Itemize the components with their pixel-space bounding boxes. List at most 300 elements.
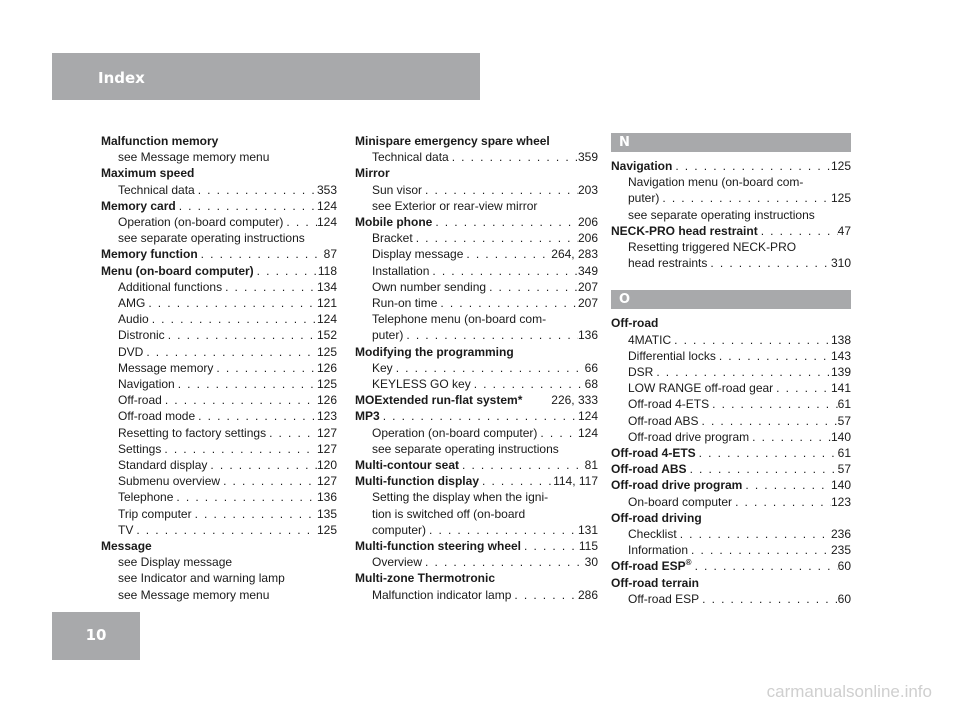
index-column-3 xyxy=(611,133,851,607)
entry-page: 286 xyxy=(577,587,598,602)
dot-leader xyxy=(198,246,324,262)
index-subentry xyxy=(611,332,851,348)
dot-leader xyxy=(393,360,585,376)
index-subentry xyxy=(101,522,337,538)
dot-leader xyxy=(653,364,831,380)
entry-term-text: Off-road ABS xyxy=(611,462,687,477)
entry-term xyxy=(118,392,162,408)
entry-term xyxy=(611,158,672,174)
entry-term xyxy=(118,214,283,230)
entry-term-text: Information xyxy=(628,543,689,558)
index-subentry xyxy=(611,526,851,542)
index-entry xyxy=(611,477,851,493)
entry-term-text: Overview xyxy=(372,555,423,570)
dot-leader xyxy=(696,445,838,461)
entry-term-text: Multi-contour seat xyxy=(355,458,459,473)
entry-term xyxy=(372,295,437,311)
entry-page: 60 xyxy=(837,559,851,574)
entry-term xyxy=(628,190,659,206)
dot-leader xyxy=(213,360,317,376)
index-entry: Modifying the programming xyxy=(355,344,514,359)
entry-term-text: Off-road ABS xyxy=(628,413,699,428)
entry-term xyxy=(355,473,479,489)
index-entry: Mirror xyxy=(355,166,390,181)
entry-page: 207 xyxy=(577,296,598,311)
index-entry xyxy=(101,198,337,214)
entry-term-text: NECK-PRO head restraint xyxy=(611,223,758,238)
dot-leader xyxy=(511,587,578,603)
entry-page: 30 xyxy=(584,555,598,570)
dot-leader xyxy=(537,425,578,441)
entry-term xyxy=(355,457,459,473)
dot-leader xyxy=(222,279,317,295)
index-subentry xyxy=(355,182,598,198)
watermark: carmanualsonline.info xyxy=(766,682,932,701)
entry-page: 124 xyxy=(316,198,337,213)
index-subentry xyxy=(355,587,598,603)
index-subentry: Resetting triggered NECK-PRO xyxy=(628,240,797,255)
dot-leader xyxy=(437,295,578,311)
entry-term-text: puter) xyxy=(372,328,404,343)
index-subentry: see separate operating instructions xyxy=(372,441,559,456)
entry-page: 125 xyxy=(830,191,851,206)
dot-leader xyxy=(479,473,553,489)
entry-page: 127 xyxy=(316,425,337,440)
index-subentry xyxy=(355,263,598,279)
entry-term-text: DSR xyxy=(628,365,654,380)
index-subentry xyxy=(101,392,337,408)
entry-term xyxy=(628,332,671,348)
dot-leader xyxy=(143,344,317,360)
dot-leader xyxy=(449,149,578,165)
entry-page: 81 xyxy=(584,458,598,473)
index-subentry xyxy=(611,190,851,206)
index-subentry xyxy=(355,360,598,376)
index-subentry xyxy=(355,230,598,246)
entry-page: 126 xyxy=(316,393,337,408)
dot-leader xyxy=(413,230,578,246)
entry-term xyxy=(372,246,463,262)
entry-term xyxy=(118,457,207,473)
index-subentry xyxy=(355,149,598,165)
entry-term xyxy=(118,344,143,360)
entry-term-text: Technical data xyxy=(118,182,195,197)
dot-leader xyxy=(432,214,578,230)
entry-page: 124 xyxy=(577,409,598,424)
entry-term-text: Telephone xyxy=(118,490,174,505)
page-number: 10 xyxy=(85,626,107,644)
entry-page: 264, 283 xyxy=(551,247,598,262)
dot-leader xyxy=(732,494,831,510)
index-entry xyxy=(611,461,851,477)
entry-term-text: head restraints xyxy=(628,256,708,271)
entry-page: 139 xyxy=(830,365,851,380)
dot-leader xyxy=(173,489,317,505)
dot-leader xyxy=(176,198,317,214)
index-subentry xyxy=(611,413,851,429)
index-subentry xyxy=(101,295,337,311)
index-entry xyxy=(101,263,337,279)
entry-term-text: Off-road 4-ETS xyxy=(611,446,696,461)
entry-term xyxy=(611,461,687,477)
entry-term xyxy=(372,230,413,246)
index-subentry: see Exterior or rear-view mirror xyxy=(372,198,538,213)
entry-page: 140 xyxy=(830,429,851,444)
dot-leader xyxy=(699,591,837,607)
entry-page: 57 xyxy=(837,462,851,477)
entry-term xyxy=(118,182,195,198)
entry-term-text: Installation xyxy=(372,263,430,278)
dot-leader xyxy=(688,542,831,558)
entry-page: 118 xyxy=(317,263,337,278)
registered-mark: ® xyxy=(685,558,692,568)
index-entry xyxy=(611,445,851,461)
index-column-2 xyxy=(355,133,598,603)
entry-term-text: Operation (on-board computer) xyxy=(118,215,284,230)
dot-leader xyxy=(422,182,578,198)
index-subentry: see separate operating instructions xyxy=(118,231,305,246)
entry-page: 135 xyxy=(316,506,337,521)
dot-leader xyxy=(165,327,317,343)
index-entry xyxy=(355,408,598,424)
entry-page: 125 xyxy=(830,159,851,173)
entry-term-text: computer) xyxy=(372,522,427,537)
dot-leader xyxy=(692,558,838,574)
entry-page: 235 xyxy=(830,543,851,558)
entry-page: 60 xyxy=(837,591,851,606)
entry-term-text: Off-road mode xyxy=(118,409,196,424)
entry-term xyxy=(101,263,254,279)
entry-term xyxy=(628,526,677,542)
page-title: Index xyxy=(98,69,145,87)
entry-term-text: Memory function xyxy=(101,247,198,262)
entry-term xyxy=(355,214,432,230)
entry-term-text: Off-road xyxy=(118,393,162,408)
index-entry xyxy=(355,538,598,554)
index-subentry xyxy=(101,425,337,441)
index-subentry xyxy=(611,255,851,271)
dot-leader xyxy=(773,380,831,396)
index-subentry xyxy=(355,327,598,343)
index-subentry: see Message memory menu xyxy=(118,150,270,165)
entry-term-text: Multi-function steering wheel xyxy=(355,539,522,554)
index-entry xyxy=(355,457,598,473)
dot-leader xyxy=(195,182,317,198)
index-subentry: Telephone menu (on-board com- xyxy=(372,312,547,327)
entry-term xyxy=(611,445,696,461)
entry-term-text: LOW RANGE off-road gear xyxy=(628,381,774,396)
dot-leader xyxy=(403,327,578,343)
entry-term xyxy=(118,522,133,538)
index-entry: Multi-zone Thermotronic xyxy=(355,571,495,586)
entry-term xyxy=(355,408,380,424)
index-subentry xyxy=(101,327,337,343)
dot-leader xyxy=(687,461,838,477)
entry-page: 120 xyxy=(316,458,337,473)
entry-term-text: Technical data xyxy=(372,150,449,165)
entry-page: 152 xyxy=(316,328,337,343)
dot-leader xyxy=(486,279,578,295)
index-subentry xyxy=(611,542,851,558)
entry-term xyxy=(101,246,198,262)
dot-leader xyxy=(207,457,317,473)
entry-page: 353 xyxy=(316,182,337,197)
entry-term-text: Menu (on-board computer) xyxy=(101,263,254,278)
entry-page: 203 xyxy=(577,182,598,197)
entry-term-text: Trip computer xyxy=(118,506,192,521)
entry-page: 140 xyxy=(830,478,851,493)
entry-term-text: Message memory xyxy=(118,360,214,375)
dot-leader xyxy=(145,295,317,311)
index-subentry xyxy=(611,429,851,445)
entry-term-text: Settings xyxy=(118,441,162,456)
entry-page: 127 xyxy=(316,474,337,489)
entry-term xyxy=(628,348,716,364)
index-subentry xyxy=(101,214,337,230)
entry-page: 310 xyxy=(830,256,851,271)
index-subentry xyxy=(101,376,337,392)
entry-page: 226, 333 xyxy=(551,393,598,408)
dot-leader xyxy=(671,332,831,348)
entry-page: 57 xyxy=(837,413,851,428)
entry-term xyxy=(628,494,732,510)
entry-page: 124 xyxy=(316,312,337,327)
entry-page: 61 xyxy=(837,446,851,461)
dot-leader xyxy=(220,473,317,489)
index-subentry xyxy=(611,380,851,396)
index-entry: Message xyxy=(101,539,152,554)
index-entry xyxy=(355,473,598,489)
entry-term-text: Standard display xyxy=(118,458,208,473)
index-subentry xyxy=(101,311,337,327)
index-entry xyxy=(611,223,851,239)
dot-leader xyxy=(707,255,831,271)
index-subentry xyxy=(611,494,851,510)
dot-leader xyxy=(749,429,831,445)
dot-leader xyxy=(521,538,579,554)
index-subentry xyxy=(101,360,337,376)
index-subentry xyxy=(611,348,851,364)
entry-page: 121 xyxy=(316,296,337,311)
index-subentry xyxy=(101,506,337,522)
entry-term xyxy=(118,408,195,424)
dot-leader xyxy=(742,477,831,493)
entry-page: 136 xyxy=(316,490,337,505)
entry-page: 134 xyxy=(316,279,337,294)
entry-term xyxy=(355,392,522,408)
entry-page: 61 xyxy=(837,397,851,412)
entry-page: 115 xyxy=(578,539,598,554)
entry-page: 236 xyxy=(830,527,851,542)
entry-term xyxy=(372,182,422,198)
entry-term-text: Display message xyxy=(372,247,464,262)
section-letter: O xyxy=(611,290,851,309)
entry-page: 138 xyxy=(830,332,851,347)
entry-term xyxy=(118,360,213,376)
index-subentry xyxy=(101,473,337,489)
entry-page: 123 xyxy=(316,409,337,424)
index-entry: Off-road xyxy=(611,316,659,331)
entry-term-text: MP3 xyxy=(355,409,380,424)
index-subentry xyxy=(101,489,337,505)
entry-term-text: Submenu overview xyxy=(118,474,221,489)
entry-term-text: Malfunction indicator lamp xyxy=(372,587,512,602)
index-subentry xyxy=(355,295,598,311)
dot-leader xyxy=(716,348,831,364)
entry-term-text: AMG xyxy=(118,296,146,311)
dot-leader xyxy=(380,408,578,424)
dot-leader xyxy=(192,506,317,522)
index-subentry xyxy=(355,425,598,441)
index-subentry xyxy=(355,246,598,262)
entry-term xyxy=(372,279,486,295)
index-subentry xyxy=(355,376,598,392)
entry-term-text: Own number sending xyxy=(372,279,487,294)
index-column-1 xyxy=(101,133,337,603)
entry-term-text: 4MATIC xyxy=(628,332,672,347)
index-subentry: see separate operating instructions xyxy=(628,207,815,222)
index-subentry: see Message memory menu xyxy=(118,587,270,602)
entry-term-text: DVD xyxy=(118,344,144,359)
entry-page: 68 xyxy=(584,377,598,392)
index-subentry: Setting the display when the igni- xyxy=(372,490,549,505)
index-subentry xyxy=(101,279,337,295)
entry-page: 127 xyxy=(316,441,337,456)
dot-leader xyxy=(698,413,837,429)
entry-term-text: TV xyxy=(118,522,134,537)
entry-term xyxy=(628,364,653,380)
dot-leader xyxy=(133,522,317,538)
index-entry: Off-road driving xyxy=(611,510,702,525)
entry-page: 66 xyxy=(584,360,598,375)
index-subentry xyxy=(101,182,337,198)
entry-page: 114, 117 xyxy=(553,474,598,489)
entry-term-text: KEYLESS GO key xyxy=(372,377,471,392)
entry-term xyxy=(118,473,220,489)
dot-leader xyxy=(709,396,838,412)
entry-page: 131 xyxy=(577,522,598,537)
section-gap xyxy=(611,271,851,290)
index-subentry xyxy=(101,457,337,473)
entry-page: 207 xyxy=(577,279,598,294)
entry-page: 125 xyxy=(316,522,337,537)
entry-term xyxy=(372,360,393,376)
entry-page: 349 xyxy=(577,263,598,278)
index-subentry xyxy=(101,441,337,457)
entry-term-text: MOExtended run-flat system* xyxy=(355,393,523,408)
entry-term xyxy=(372,263,429,279)
index-subentry xyxy=(611,396,851,412)
entry-term xyxy=(118,489,173,505)
index-subentry xyxy=(355,554,598,570)
entry-term-text: Bracket xyxy=(372,231,413,246)
dot-leader xyxy=(426,522,578,538)
entry-term xyxy=(628,542,688,558)
entry-page: 126 xyxy=(316,360,337,375)
entry-term-text: Off-road ESP xyxy=(611,559,686,574)
dot-leader xyxy=(659,190,831,206)
index-subentry: see Display message xyxy=(118,555,233,570)
entry-term-text: Memory card xyxy=(101,198,176,213)
index-entry xyxy=(611,158,851,174)
entry-term xyxy=(372,554,422,570)
entry-page: 143 xyxy=(830,348,851,363)
index-entry: Off-road terrain xyxy=(611,575,700,590)
entry-term-text: Additional functions xyxy=(118,279,223,294)
dot-leader xyxy=(429,263,578,279)
index-entry xyxy=(101,246,337,262)
entry-term-text: Mobile phone xyxy=(355,215,433,230)
dot-leader xyxy=(471,376,585,392)
index-subentry xyxy=(355,279,598,295)
entry-term xyxy=(611,558,692,574)
entry-term-text: Run-on time xyxy=(372,296,438,311)
entry-term xyxy=(372,522,426,538)
entry-term-text: Operation (on-board computer) xyxy=(372,425,538,440)
entry-term-text: Differential locks xyxy=(628,348,716,363)
entry-page: 47 xyxy=(837,223,851,238)
index-entry: Malfunction memory xyxy=(101,134,219,148)
entry-term-text: Checklist xyxy=(628,527,677,542)
dot-leader xyxy=(162,392,317,408)
index-entry: Maximum speed xyxy=(101,166,195,181)
index-entry xyxy=(355,392,598,408)
entry-page: 206 xyxy=(577,231,598,246)
index-subentry: see Indicator and warning lamp xyxy=(118,571,285,586)
entry-term xyxy=(118,425,266,441)
dot-leader xyxy=(175,376,317,392)
entry-page: 124 xyxy=(316,215,337,230)
entry-term xyxy=(355,538,521,554)
header-bar xyxy=(52,53,480,100)
entry-term-text: Off-road drive program xyxy=(628,429,750,444)
entry-page: 141 xyxy=(830,381,851,396)
entry-term-text: Key xyxy=(372,360,393,375)
index-entry xyxy=(611,558,851,574)
entry-term xyxy=(628,429,749,445)
entry-term xyxy=(101,198,176,214)
entry-term xyxy=(628,396,709,412)
index-entry: Minispare emergency spare wheel xyxy=(355,134,550,148)
entry-term-text: Off-road ESP xyxy=(628,591,700,606)
index-subentry xyxy=(101,344,337,360)
entry-term xyxy=(372,327,403,343)
entry-page: 124 xyxy=(577,425,598,440)
dot-leader xyxy=(463,246,551,262)
index-subentry xyxy=(101,408,337,424)
entry-term xyxy=(118,279,222,295)
index-subentry: tion is switched off (on-board xyxy=(372,506,526,521)
entry-term-text: Off-road drive program xyxy=(611,478,743,493)
dot-leader xyxy=(677,526,831,542)
entry-term xyxy=(118,376,175,392)
dot-leader xyxy=(266,425,317,441)
dot-leader xyxy=(161,441,317,457)
index-subentry: Navigation menu (on-board com- xyxy=(628,175,804,190)
dot-leader xyxy=(672,158,831,174)
page-number-box xyxy=(52,612,140,660)
entry-page: 87 xyxy=(323,247,337,262)
dot-leader xyxy=(149,311,317,327)
entry-page: 136 xyxy=(577,328,598,343)
entry-term-text: puter) xyxy=(628,191,660,206)
dot-leader xyxy=(254,263,318,279)
entry-term xyxy=(118,327,165,343)
entry-term-text: Sun visor xyxy=(372,182,423,197)
entry-page: 123 xyxy=(830,494,851,509)
entry-term-text: Distronic xyxy=(118,328,165,343)
index-subentry xyxy=(611,364,851,380)
